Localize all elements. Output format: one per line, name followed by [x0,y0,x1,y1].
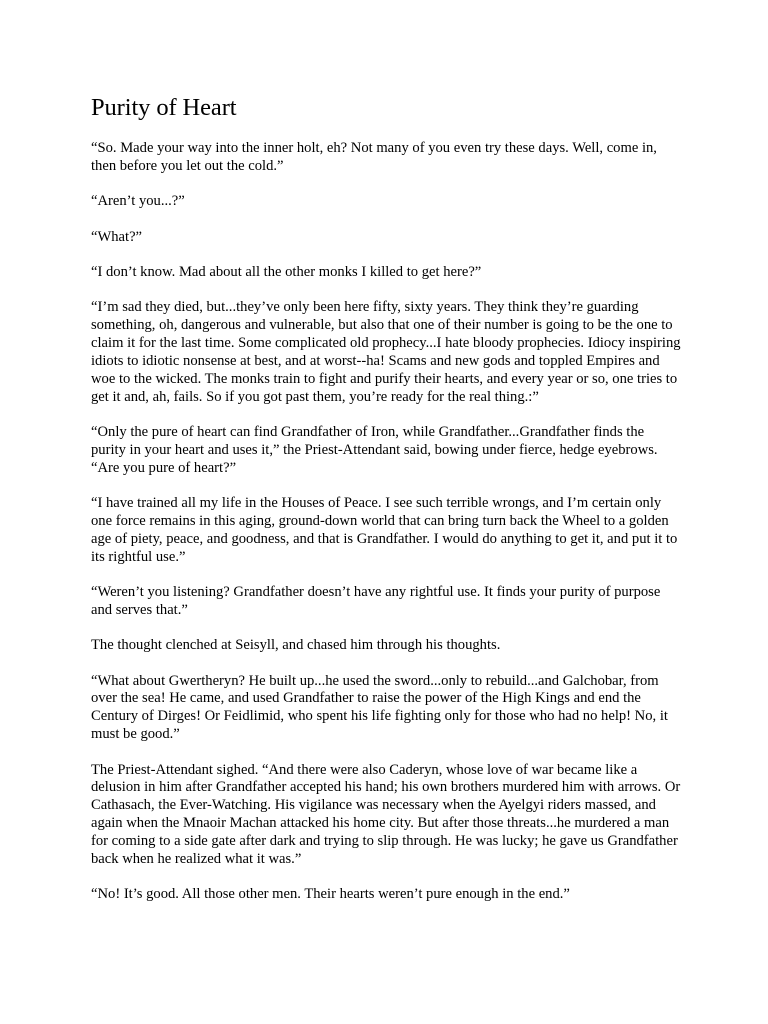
paragraph: The Priest-Attendant sighed. “And there were also Caderyn, whose love of war became like a delusion in him after Grandfather accepted his hand; his own brothers murdered him with arrows. Or Cathasach, the Ever-Watching. His vigilance was necessary when the Ayelgyi riders massed, and again when the Mnaoir Machan attacked his home city. But after those threats...he murdered a man for coming to a side gate after dark and trying to slip through. He was lucky; he gave us Grandfather back when he realized what it was.” [91,761,681,868]
paragraph: The thought clenched at Seisyll, and chased him through his thoughts. [91,637,501,654]
document-page [91,93,681,922]
document-title: Purity of Heart [91,94,237,121]
paragraph: “What about Gwertheryn? He built up...he used the sword...only to rebuild...and Galchobar, from over the sea! He came, and used Grandfather to raise the power of the High Kings and end the Century of Dirges! Or Feidlimid, who spent his life fighting only for those who had no help! No, it must be good.” [91,672,668,743]
paragraph: “Aren’t you...?” [91,193,185,210]
paragraph: “So. Made your way into the inner holt, eh? Not many of you even try these days. Well, come in, then before you let out the cold.” [91,140,657,174]
paragraph: “Weren’t you listening? Grandfather doesn’t have any rightful use. It finds your purity of purpose and serves that.” [91,584,661,618]
paragraph: “I’m sad they died, but...they’ve only been here fifty, sixty years. They think they’re guarding something, oh, dangerous and vulnerable, but also that one of their number is going to be the one to claim it for the last time. Some complicated old prophecy...I hate bloody prophecies. Idiocy inspiring idiots to idiotic nonsense at best, and at worst--ha! Scams and new gods and toppled Empires and woe to the wicked. The monks train to fight and purify their hearts, and every year or so, one tries to get it and, ah, fails. So if you got past them, you’re ready for the real thing.:” [91,299,681,405]
paragraph: “What?” [91,228,143,245]
paragraph: “I don’t know. Mad about all the other monks I killed to get here?” [91,263,482,280]
paragraph: “No! It’s good. All those other men. Their hearts weren’t pure enough in the end.” [91,886,570,903]
paragraph: “I have trained all my life in the Houses of Peace. I see such terrible wrongs, and I’m certain only one force remains in this aging, ground-down world that can bring turn back the Wheel to a golden age of piety, peace, and goodness, and that is Grandfather. I would do anything to get it, and put it to its rightful use.” [91,495,678,565]
paragraph: “Only the pure of heart can find Grandfather of Iron, while Grandfather...Grandfather finds the purity in your heart and uses it,” the Priest-Attendant said, bowing under fierce, hedge eyebrows. “Are you pure of heart?” [91,423,658,476]
